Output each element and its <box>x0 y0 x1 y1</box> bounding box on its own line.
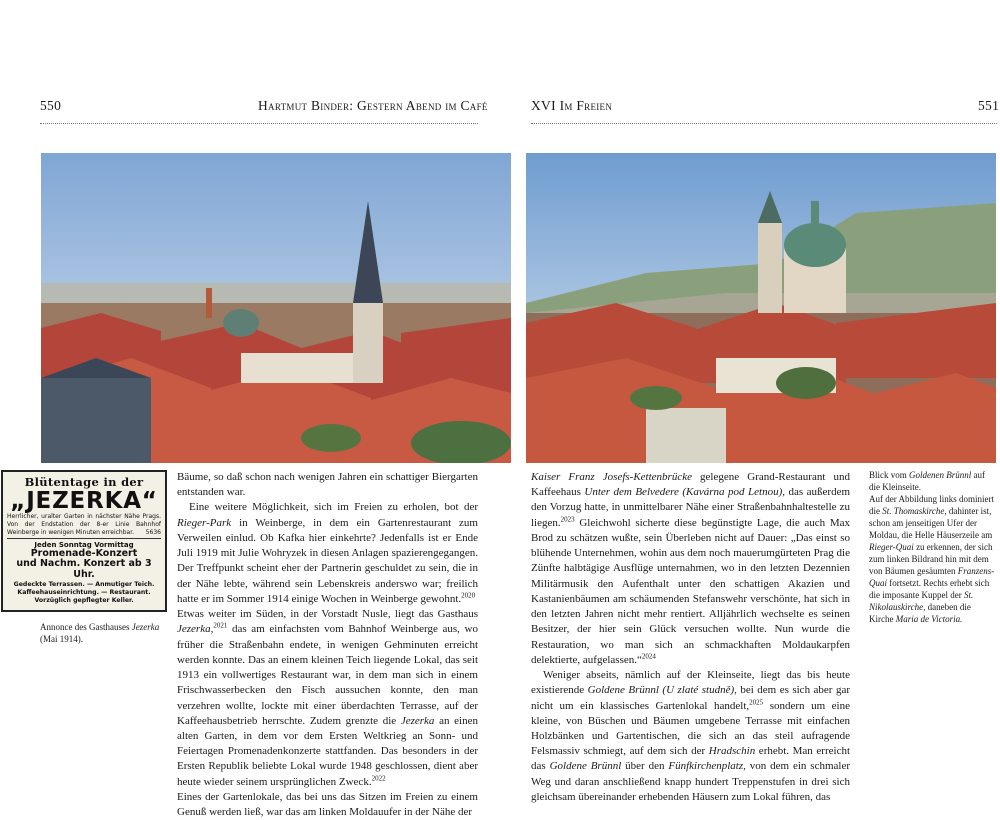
ad-line-8: Vorzüglich gepflegter Keller. <box>34 596 134 604</box>
paragraph: Etwas weiter im Süden, in der Vorstadt Nusle, liegt das Gasthaus Jezerka,$^{2021}$ das am einfachsten vom Bahnhof Weinberge aus, wo früher die Straßenbahn endete, in wenigen Gehminuten erreicht werden konnte. Das an einem kleinen Teich liegende Lokal, das seit 1913 ein vollwertiges Restaurant war, in dem man sich in einem Frischwasserbecken den Fisch aussuchen konnte, den man verzehren wollte, lockte mit einer überdachten Terrasse, auf der Kaffeehausbetrieb herrschte. Zudem grenzte die Jezerka an einen alten Garten, in dem vor dem Ersten Weltkrieg an Sonn- und Feiertagen Promenadenkonzerte stattfanden. Das besonders in der Ersten Republik beliebte Lokal wurde 1948 geschlossen, dient aber heute wieder seinem ursprünglichen Zweck.$^{2022}$ <box>177 608 478 788</box>
left-body-text <box>177 470 478 820</box>
ad-phone: 5636 <box>145 528 161 536</box>
ad-line-3: Jeden Sonntag Vormittag <box>34 540 134 549</box>
ad-line-7: Kaffeehauseinrichtung. — Restaurant. <box>17 589 151 597</box>
photo-prague-rooftops-left <box>41 153 511 463</box>
footnote-ref: 2023 <box>560 515 575 524</box>
left-page <box>0 0 500 819</box>
footnote-ref: 2021 <box>213 621 228 630</box>
footnote-ref: 2020 <box>461 591 476 600</box>
paragraph: Kaiser Franz Josefs-Kettenbrücke gelegene Grand-Restaurant und Kaffeehaus Unter dem Belvedere (Kavárna pod Letnou), das außerdem den Vorzug hatte, in unmittelbarer Nähe einer Straßenbahnhaltestelle zu liegen.$^{2023}$ Gleichwohl sicherte diese begünstigte Lage, die auch Max Brod zu schätzen wußte, sein Überleben nicht auf Dauer: „Das einst so blühende Unternehmen, wohin aus dem noch mauerumgürteten Prag die Zünfte halbtägige Ausflüge unternahmen, wo in den letzten Dezennien Militärmusik den Aufenthalt unter den schattigen Akazien und Kastanienbäumen am schäumenden Stefanswehr verschönte, hat sich in den letzten Jahren nicht mehr rentiert. Alljährlich wechselte es seinen Besitzer, der hier sein Glück versuchen wollte. Nun wurde die Restauration, wo man sich an schmackhaften Moldaukarpfen delektierte, aufgelassen.“$^{2024}$ <box>531 471 851 666</box>
header-rule <box>531 123 997 124</box>
ad-caption: Annonce des Gasthauses Jezerka (Mai 1914). <box>40 622 160 644</box>
photo-caption: Blick vom Goldenen Brünnl auf die Kleinseite. Auf der Abbildung links dominiert die St. Thomaskirche, dahinter ist, schon am jenseitigen Ufer der Moldau, die Helle Häuserzeile am Rieger-Quai zu erkennen, der sich zum linken Bildrand hin mit dem von Bäumen gesäumten Franzens-Quai fortsetzt. Rechts erhebt sich die imposante Kuppel der St. Nikolauskirche, daneben die Kirche Maria de Victoria. <box>869 470 995 624</box>
ad-divider <box>7 538 161 539</box>
running-head: XVI Im Freien <box>531 98 613 113</box>
right-body-text <box>531 470 850 805</box>
paragraph: Weniger abseits, nämlich auf der Kleinseite, liegt das bis heute existierende Goldene Brünnl (U zlaté studně), bei dem es sich aber gar nicht um ein klassisches Gartenlokal handelt,$^{2025}$ sondern um eine kleine, von Büschen und Bäumen umgebene Terrasse mit einfachen Holzbänken und Gartentischen, die sich an das steil aufragende Felsmassiv schmiegt, auf dem sich der Hradschin erhebt. Man erreicht das Goldene Brünnl über den Fünfkirchenplatz, von dem ein schmaler Weg und daran anschließend knapp hundert Treppenstufen in drei sich gleichsam übereinander erhebenden Häusern zum Lokal führen, das <box>531 669 851 803</box>
ad-line-1: Blütentage in der <box>24 475 144 489</box>
running-head: Hartmut Binder: Gestern Abend im Café <box>258 98 488 113</box>
paragraph: Eines der Gartenlokale, das bei uns das Sitzen im Freien zu einem Genuß werden ließ, war das am linken Moldauufer in der Nähe der <box>177 790 478 819</box>
paragraph: Bäume, so daß schon nach wenigen Jahren ein schattiger Biergarten entstanden war. <box>177 471 478 499</box>
ad-line-6: Gedeckte Terrassen. — Anmutiger Teich. <box>13 581 155 589</box>
page-number: 551 <box>978 98 1000 113</box>
advertisement-jezerka <box>1 470 167 612</box>
footnote-ref: 2025 <box>749 697 764 706</box>
footnote-ref: 2022 <box>371 774 386 783</box>
right-page <box>500 0 1000 803</box>
ad-title: „JEZERKA“ <box>10 488 158 514</box>
ad-line-4: Promenade-Konzert <box>30 547 138 559</box>
page-number: 550 <box>40 98 62 113</box>
footnote-ref: 2024 <box>641 652 656 661</box>
photo-prague-kleinseite-right <box>526 153 996 463</box>
paragraph: Eine weitere Möglichkeit, sich im Freien zu erholen, bot der Rieger-Park in Weinberge, in dem ein Gartenrestaurant zum Verweilen einlud. Ob Kafka hier einkehrte? Jedenfalls ist er Ende Juli 1919 mit Julie Wohryzek in diesen Anlagen spazierengegangen. Der Treffpunkt scheint eher der Partnerin geschuldet zu sein, die in der Nähe lebte, während sein Lebenskreis anderswo war; freilich hatte er im Sommer 1914 einige Wochen in Weinberge gewohnt.$^{2020}$ <box>177 501 478 605</box>
header-rule <box>40 123 478 124</box>
ad-line-5: und Nachm. Konzert ab 3 Uhr. <box>16 558 152 581</box>
ad-description: Herrlicher, uralter Garten in nächster Nähe Prags. Von der Endstation der 8-er Linie Bahnhof Weinberge in wenigen Minuten erreichbar. 5636 <box>7 513 161 536</box>
